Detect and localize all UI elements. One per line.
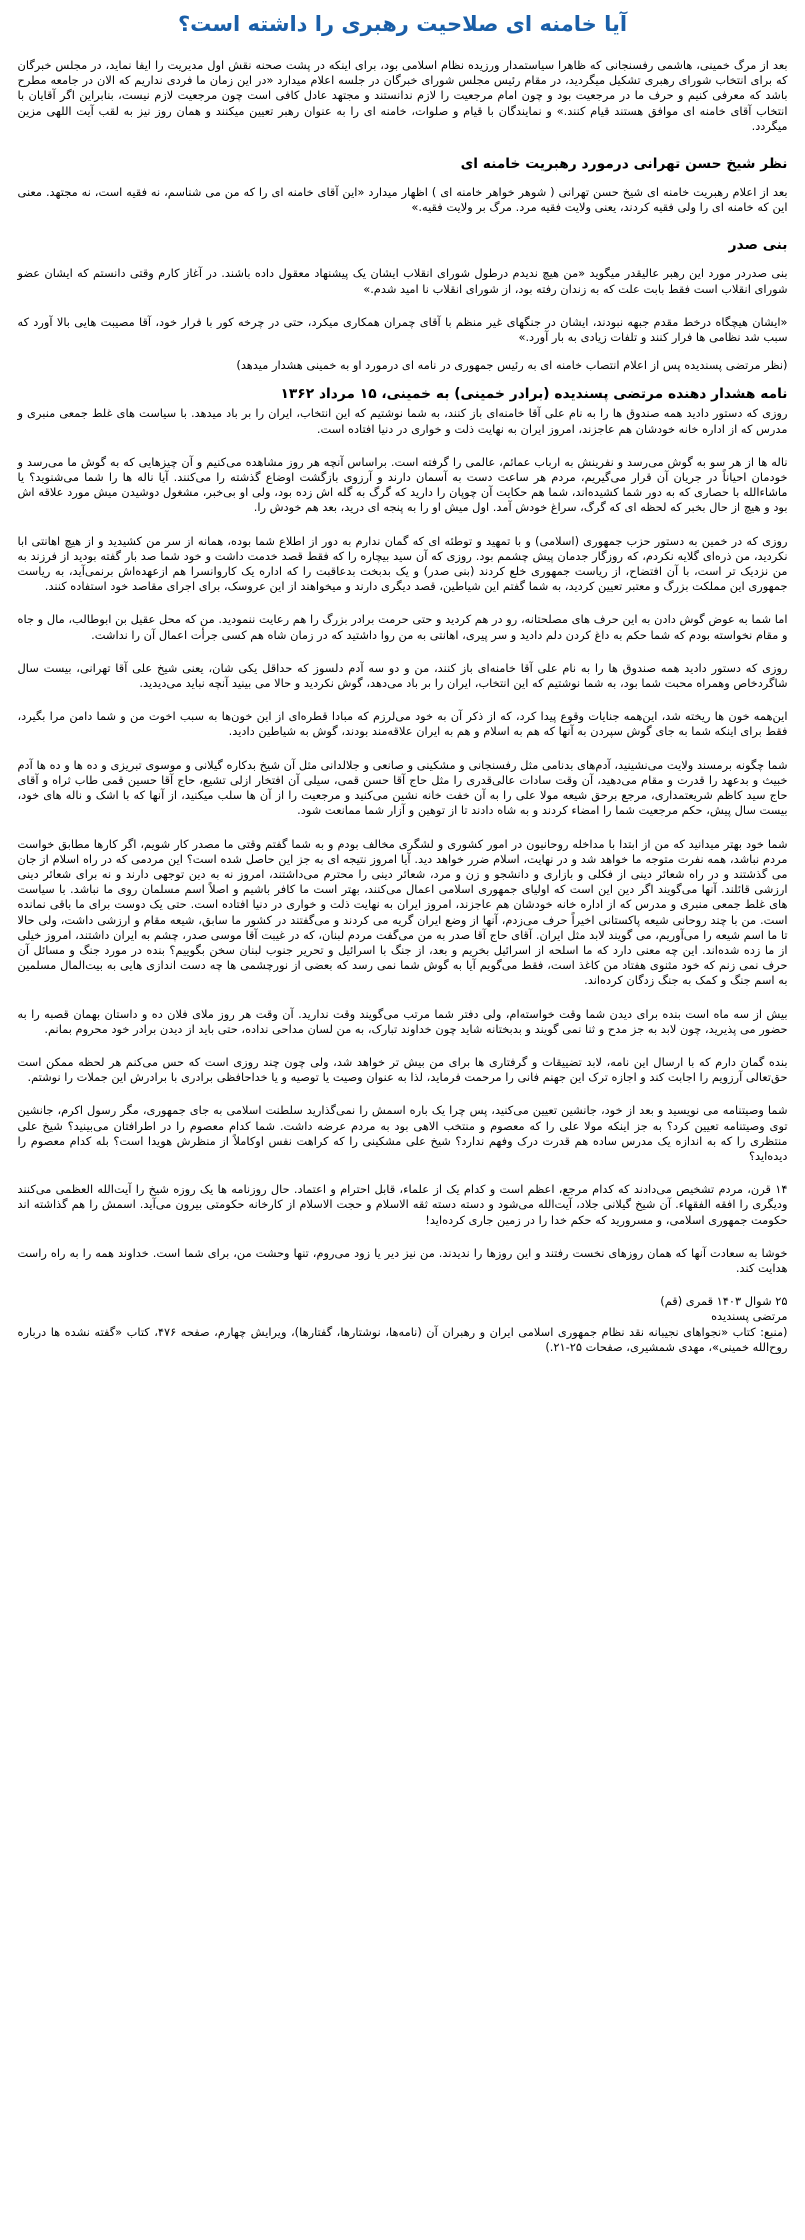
letter-heading: نامه هشدار دهنده مرتضی پسندیده (برادر خمینی) به خمینی، ۱۵ مرداد ۱۳۶۲: [280, 386, 788, 403]
letter-paragraph-13: خوشا به سعادت آنها که همان روزهای نخست رفتند و این روزها را ندیدند. من نیز دیر یا زود می‌روم، تنها وحشت من، برای شما است. خداوند همه را به راه راست هدایت کند.: [17, 1245, 788, 1275]
letter-paragraph-1: روزی که دستور دادید همه صندوق ها را به نام علی آقا خامنه‌ای باز کنند، به شما نوشتیم که این انتخاب، ایران را بر باد میدهد. با سیاست های غلط جمعی منبری و مدرس که از اداره خانه خودشان هم عاجزند، امروز ایران به نهایت ذلت و خواری در دنیا افتاده است.: [17, 406, 788, 436]
section-heading-tehrani: نظر شیخ حسن تهرانی درمورد رهبریت خامنه ای: [460, 156, 788, 173]
letter-paragraph-8: شما خود بهتر میدانید که من از ابتدا با مداخله روحانیون در امور کشوری و لشگری مخالف بودم و به شما گفتم وقتی ما مصدر کار شویم، اگر کارها مطابق خواست مردم نباشد، همه نفرت متوجه ما خواهد شد و در نهایت، اسلام ضرر خواهد دید. آیا امروز نتیجه ای به جز این حاصل شده است؟ این مردمی که در راه اسلام از جان می گذشتند و در راه شعائر دینی از فکلی و بازاری و دانشجو و زن و مرد، شعائر دینی را محترم می‌داشتند، امروز نه به دین توجهی دارند و نه برای شعائر دینی ارزشی قائلند. آنها می‌گویند اگر دین این است که اولیای جمهوری اسلامی اعمال می‌کنند، بهتر است ما کافر باشیم و اصلاً اسم مسلمان روی ما نباشد. با سیاست های غلط جمعی منبری و مدرس که از اداره خانه خودشان هم عاجزند، امروز ایران به نهایت ذلت و خواری در دنیا افتاده است. حتی یک دوست برای ما باقی نمانده است. من با چند روحانی شیعه پاکستانی اخیراً حرف می‌زدم، آنها از وضع ایران گریه می کردند و می‌گفتند در کشور ما سابق، شیعه مقام و ارزشی داشت، ولی حالا تا ما اسم شیعه را می‌آوریم، می گویند لابد مثل ایران. آقای حاج آقا صدر به من می‌گفت مردم لبنان، که در غیبت آقا موسی صدر، چشم به ایران داشتند، امروز خیلی از ما زده شده‌اند. این چه معنی دارد که ما اسلحه از اسرائیل بخریم و بعد، از جنگ با اسرائیل و تحریر جنوب لبنان سخن بگوییم؟ بنده در مورد جنگ و مسائل آن حرف نمی زنم که خود مثنوی هفتاد من کاغذ است، فقط می‌گویم آیا به گوش شما نمی رسد که بعضی از نورچشمی ها چه دست اندازی هایی به بیت‌المال مسلمین به اسم جنگ و کمک به جنگ زدگان کرده‌اند.: [17, 836, 788, 988]
letter-paragraph-4: اما شما به عوض گوش دادن به این حرف های مصلحتانه، رو در هم کردید و حتی حرمت برادر بزرگ را هم رعایت ننمودید. من که محل عقیل بن ابوطالب، مال و جاه و مقام نخواسته بودم که شما حکم به داغ کردن دلم دادید و سر پیری، اهانتی به من روا داشتید که در زمان شاه هم کسی جرأت اعمال آن را نداشت.: [17, 612, 788, 642]
letter-signature: مرتضی پسندیده: [711, 1309, 788, 1324]
letter-paragraph-7: شما چگونه برمسند ولایت می‌نشینید، آدم‌های بدنامی مثل رفسنجانی و مشکینی و صانعی و جلالدانی مثل آن شیخ بدکاره گیلانی و موسوی تبریزی و ده ها و ده ها آدم خبیث و بدعهد را قدرت و مقام می‌دهید، آن وقت سادات عالی‌قدری را مثل حاج آقا حسن قمی، سیلی آن افتخار ازلی تشیع، حاج آقا حسین قمی طاب ثراه و آقای حاج سید کاظم شریعتمداری، مرجع برحق شیعه مولا علی را به آن خفت خانه نشین می‌کنید و مرجعیت را از آن ها سلب میکنید، از آنها که با اشک و ناله های خود، بیست سال پیش، حکم مرجعیت شما را امضاء کردند و به شاه دادند تا از توهین و آزار شما ممانعت شود.: [17, 757, 788, 818]
letter-date: ۲۵ شوال ۱۴۰۳ قمری (قم): [660, 1294, 788, 1309]
letter-paragraph-6: این‌همه خون ها ریخته شد، این‌همه جنایات وقوع پیدا کرد، که از ذکر آن به خود می‌لرزم که مبادا قطره‌ای از این خون‌ها به سبب اخوت من و شما دامن مرا بگیرد، فقط برای اینکه شما به جای گوش سپردن به آنها که هم به اسلام و هم به ایران علاقه‌مند بودند، گوش به شیاطین دادید.: [17, 709, 788, 739]
banisadr-paragraph-1: بنی صدردر مورد این رهبر عالیقدر میگوید «من هیچ ندیدم درطول شورای انقلاب ایشان یک پیشنهاد معقول داده باشند. در آغاز کارم وقتی دانستم که ایشان عضو شورای انقلاب است فقط بابت علت که به زندان رفته بود، از شورای انقلاب نا امید شدم.»: [17, 266, 788, 296]
article: [18, 0, 788, 1355]
letter-paragraph-9: بیش از سه ماه است بنده برای دیدن شما وقت خواسته‌ام، ولی دفتر شما مرتب می‌گویند وقت ندارید. آن وقت هر روز ملای فلان ده و داستان بهمان قصبه را به حضور می پذیرید، چون لابد به جز مدح و ثنا نمی گویند و بدبختانه شاید چون خداوند تبارک، به من لسان مداحی نداده، حتی باید از دیدن برادر خود محروم بمانم.: [17, 1006, 788, 1036]
intro-paragraph: بعد از مرگ خمینی، هاشمی رفسنجانی که ظاهرا سیاستمدار ورزیده نظام اسلامی بود، برای اینکه در پشت صحنه نقش اول مدیریت را ایفا نماید، در مجلس خبرگان که برای انتخاب شورای رهبری تشکیل میگردید، در مقام رئیس مجلس شورای خبرگان در جلسه اعلام میدارد «در این زمان ما فردی نداریم که الان در جامعه مطرح باشد که معرفی کنیم و حرف ما در مرجعیت بود و چون امام مرجعیت را لازم ندانستند و مجتهد عادل کافی است چون مرجعیت لازم نیست، بنابراین اگر آقایان با انتخاب آقای خامنه ای موافق هستند قیام کنند.» و نمایندگان با قیام و صلوات، خامنه ای را به عنوان رهبر تعیین میکنند و همان روز نیز به لقب آیت اللهی مزین میگردد.: [17, 58, 788, 133]
banisadr-paragraph-2: «ایشان هیچگاه درخط مقدم جبهه نبودند، ایشان در جنگهای غیر منظم با آقای چمران همکاری میکرد، حتی در چرخه کور با فرار خود، آقا مصیبت هایی بالا آورد که سبب شد نظامی ها فرار کنند و تلفات زیادی به بار آورد.»: [17, 314, 788, 345]
letter-paragraph-5: روزی که دستور دادید همه صندوق ها را به نام علی آقا خامنه‌ای باز کنند، من و دو سه آدم دلسوز که حداقل یکی شان، یعنی شیخ علی آقا تهرانی، بیست سال شاگردخاص وهمراه محبت شما بود، به شما نوشتیم که این انتخاب، ایران را بر باد می‌دهد، گوش نکردید و حالا می بینید آنچه نباید می‌دیدید.: [17, 660, 788, 691]
letter-paragraph-10: بنده گمان دارم که با ارسال این نامه، لابد تضییقات و گرفتاری ها برای من بیش تر خواهد شد، ولی چون چند روزی است که حس می‌کنم هر لحظه ممکن است حق‌تعالی آرزویم را اجابت کند و اجازه ترک این جهنم فانی را مرحمت فرماید، لذا به عنوان وصیت یا توصیه و یا خداحافظی برادری با برادرش این جملات را نوشتم.: [17, 1054, 788, 1085]
tehrani-paragraph: بعد از اعلام رهبریت خامنه ای شیخ حسن تهرانی ( شوهر خواهر خامنه ای ) اظهار میدارد «این آقای خامنه ای را که من می شناسم، نه فقیه است، نه مجتهد. معنی این که خامنه ای را ولی فقیه کردند، یعنی ولایت فقیه مرد. مرگ بر ولایت فقیه.»: [17, 185, 788, 215]
section-heading-banisadr: بنی صدر: [728, 237, 788, 254]
page-title: آیا خامنه ای صلاحیت رهبری را داشته است؟: [177, 12, 628, 36]
letter-paragraph-11: شما وصیتنامه می نویسید و بعد از خود، جانشین تعیین می‌کنید، پس چرا یک باره اسمش را نمی‌گذارید سلطنت اسلامی به جای جمهوری، مگر رسول اکرم، جانشین توی وصیتنامه تعیین کرد؟ به جز اینکه مولا علی را که معصوم و منتخب الاهی بود به مردم عرضه داشت. شما کدام معصوم را در اطرافتان می‌بینید؟ شیخ علی منتظری را که به اندازه یک مدرس ساده هم قدرت درک وفهم ندارد؟ شیخ علی مشکینی را که کراهت نفس اوکاملاً از منظرش هویدا است؟ بله کدام معصوم را دیده‌اید؟: [17, 1103, 788, 1163]
letter-note: (نظر مرتضی پسندیده پس از اعلام انتصاب خامنه ای به رئیس جمهوری در نامه ای درمورد او به خمینی هشدار میدهد): [236, 358, 788, 373]
letter-source: (منبع: کتاب «نجواهای نجیبانه نقد نظام جمهوری اسلامی ایران و رهبران آن (نامه‌ها، نوشتارها، گفتارها)، ویرایش چهارم، صفحه ۴۷۶، کتاب «گفته نشده ها درباره روح‌الله خمینی»، مهدی شمشیری، صفحات ۲۵-۲۱.): [17, 1324, 788, 1354]
letter-paragraph-12: ۱۴ قرن، مردم تشخیص می‌دادند که کدام مرجع، اعظم است و کدام یک از علماء، قابل احترام و اعتماد. حال روزنامه ها یک روزه شیخ را آیت‌الله العظمی می‌کنند ودیگری را افقه الفقهاء. آن شیخ گیلانی جلاد، آیت‌الله می‌شود و دسته دسته ثقه الاسلام و حجت الاسلام از کارخانه حکومتی بیرون می‌آید. اسمش را هم گذاشته اند حکومت جمهوری اسلامی، و مسرورید که حکم خدا را در زمین جاری کرده‌اید!: [17, 1182, 788, 1227]
letter-paragraph-2: ناله ها از هر سو به گوش می‌رسد و نفرینش به ارباب عمائم، عالمی را گرفته است. براساس آنچه هر روز مشاهده می‌کنیم و آن چیزهایی که به گوش ما می‌رسد و خودمان احیاناً در جریان آن قرار می‌گیریم، مردم هر ساعت دست به آسمان دارند و آرزوی بازگشت اوضاع گذشته را می‌کنند. آیا ناله ها را شما می‌شنوید؟ یا ماشاءالله با حصاری که به دور شما کشیده‌اند، شما هم حکایت آن چوپان را دارید که گرگ به گله اش زده بود، ولی او بی‌خبر، مشغول دوشیدن میش مورد علاقه اش بود و هیچ از حال بخبر که لحظه ای که گرگ، سراغ خودش آمد. اول میش او را به پنجه ای درید، بعد هم خودش را.: [17, 454, 788, 515]
letter-paragraph-3: روزی که در خمین به دستور حزب جمهوری (اسلامی) و با تمهید و توطئه ای که گمان ندارم به دور از اطلاع شما بوده، همانه از سر من کشیدید و از هیچ اهانتی ابا نکردید، من ذره‌ای گلایه نکردم، که روزگار جدمان پیش چشمم بود. روزی که آن سید بیچاره را که فقط قصد خدمت داشت و خود شما صد بار گفته بودید از فرزند به من نزدیک تر است، با آن افتضاح، از ریاست جمهوری خلع کردند (بنی صدر) و یک بدبخت بدعاقبت را که اداره یک کاروانسرا هم ازعهده‌اش برنمی‌آید، به ریاست جمهوری این مملکت بزرگ و معتبر تعیین کردید، به شما گفتم این شیاطین، قصد دیگری دارند و میخواهند از این عروسک، برای اجرای مقاصد خود استفاده کنند.: [17, 533, 788, 594]
